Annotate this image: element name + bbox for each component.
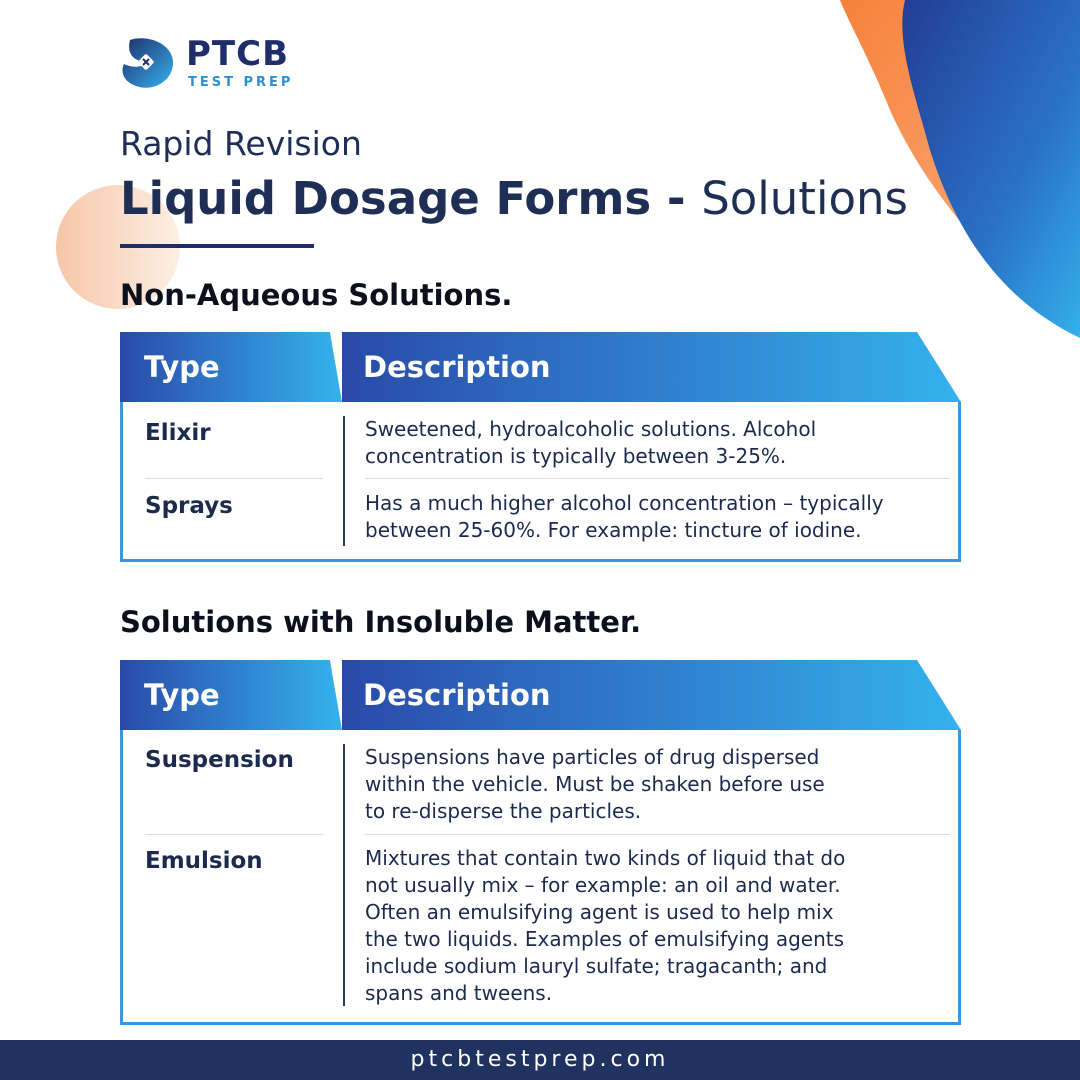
title-underline <box>120 244 314 248</box>
table-body <box>120 730 961 1025</box>
row-description: Mixtures that contain two kinds of liquid that do not usually mix – for example: an oil and water. Often an emulsifying agent is used to help mix the two liquids. Examples of emulsifying agents include sodium lauryl sulfate; tragacanth; and spans and tweens. <box>365 846 846 1005</box>
row-type-suspension: Suspension <box>145 747 294 773</box>
brand-logo <box>118 34 293 92</box>
footer-url: ptcbtestprep.com <box>0 1040 1080 1080</box>
row-type-elixir: Elixir <box>145 420 211 446</box>
column-header-description: Description <box>363 678 551 712</box>
row-divider-description <box>365 478 950 479</box>
column-header-type: Type <box>144 350 220 384</box>
column-header-type: Type <box>144 678 220 712</box>
row-description: Suspensions have particles of drug dispersed within the vehicle. Must be shaken before use to re-disperse the particles. <box>365 745 825 823</box>
row-divider-type <box>145 834 323 835</box>
logo-subtitle: TEST PREP <box>188 74 294 90</box>
table-non-aqueous <box>120 332 961 562</box>
row-description: Sweetened, hydroalcoholic solutions. Alcohol concentration is typically between 3-25%. <box>365 417 817 468</box>
row-description: Has a much higher alcohol concentration – typically between 25-60%. For example: tincture of iodine. <box>365 491 884 542</box>
page-title-light: Solutions <box>701 172 908 225</box>
section-title-non-aqueous: Non-Aqueous Solutions. <box>120 278 513 312</box>
page-title <box>120 172 908 225</box>
table-insoluble-matter <box>120 660 961 1025</box>
column-header-description: Description <box>363 350 551 384</box>
logo-cross-icon <box>118 34 178 92</box>
row-divider-type <box>145 478 323 479</box>
logo-wordmark: PTCB <box>186 33 289 74</box>
row-divider-description <box>365 834 950 835</box>
table-header <box>120 332 961 402</box>
eyebrow-title: Rapid Revision <box>120 124 362 163</box>
table-body <box>120 402 961 562</box>
page-title-bold: Liquid Dosage Forms - <box>120 172 702 225</box>
row-type-sprays: Sprays <box>145 493 233 519</box>
row-type-emulsion: Emulsion <box>145 848 263 874</box>
column-divider <box>343 416 345 546</box>
column-divider <box>343 744 345 1006</box>
section-title-insoluble-matter: Solutions with Insoluble Matter. <box>120 605 642 639</box>
table-header <box>120 660 961 730</box>
